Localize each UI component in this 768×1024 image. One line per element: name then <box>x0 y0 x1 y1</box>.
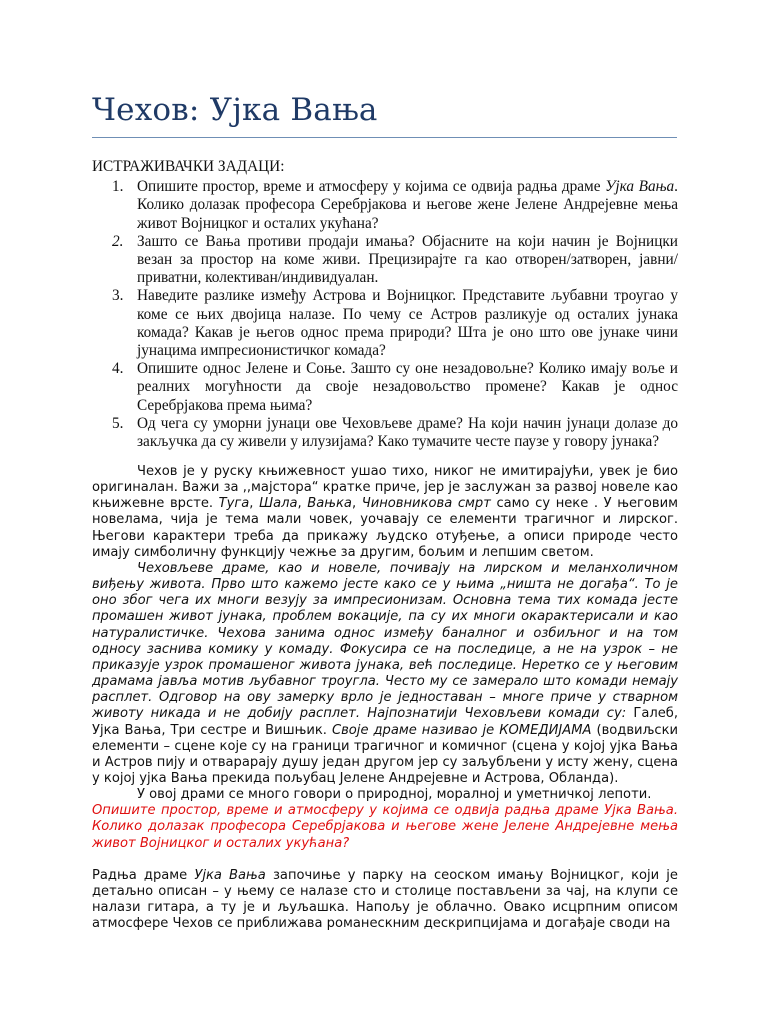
paragraph: У овој драми се много говори о природној, моралној и уметничкој лепоти. <box>137 787 652 803</box>
list-item <box>92 233 678 288</box>
list-item <box>92 178 678 233</box>
list-number: 4. <box>112 360 124 378</box>
task-text: Зашто се Вања противи продаји имања? Објасните на који начин је Војницки везан за простор на коме живи. Прецизирајте га као отворен/затворен, јавни/приватни, колективан/индивидуалан. <box>137 232 678 287</box>
text-run: Своје драме називао је КОМЕДИЈАМА <box>331 722 592 738</box>
text-run: , <box>249 496 260 512</box>
story-title: Вањка <box>307 496 352 512</box>
paragraph <box>92 464 678 561</box>
text-run: започиње у парку на сеоском имању Војницког, који је детаљно описан – у њему се налазе сто и столице постављени за чај, на клупи се налази гитара, а ту је и љуљашка. Напољу је облачно. Овако исцрпним описом атмосфере Чехов се приближава романескним дескрипцијама и догађаје своди на <box>92 867 678 932</box>
paragraph <box>92 868 678 933</box>
body-text <box>92 464 678 932</box>
story-title: Шала <box>259 496 298 512</box>
task-text: Опишите простор, време и атмосферу у којима се одвија радња драме <box>137 178 606 196</box>
paragraph <box>92 561 678 787</box>
list-item <box>92 287 678 360</box>
text-run: Чехов је у руску књижевност ушао тихо, никог не имитирајући, увек је био оригиналан. Важи за ,,мајстора“ кратке приче, јер је заслужан за развој новеле као књижевне врсте. <box>92 464 678 512</box>
list-item <box>92 415 678 451</box>
page-title: Чехов: Ујка Вања <box>92 92 378 128</box>
text-run: Радња драме <box>92 867 195 883</box>
list-number: 3. <box>112 287 124 305</box>
list-item <box>92 360 678 415</box>
research-tasks <box>92 158 678 451</box>
task-text: . Колико долазак професора Серебрјакова и његове жене Јелене Андрејевне мења живот Војницког и осталих укућана? <box>137 178 678 232</box>
task-text: Наведите разлике између Астрова и Војницког. Представите љубавни троугао у коме се њих двојица налазе. По чему се Астров разликује од осталих јунака комада? Какав је његов однос према природи? Шта је оно што ове јунаке чини јунацима импресионистичког комада? <box>137 287 678 360</box>
tasks-heading: ИСТРАЖИВАЧКИ ЗАДАЦИ: <box>92 158 285 175</box>
text-run: само су неке . У његовим новелама, чија је тема мали човек, уочавају се елементи трагичног и лирског. Његови карактери треба да прикажу људско отуђење, а описи природе често имају симболичну функцију чежње за другим, бољим и лепшим светом. <box>92 496 679 560</box>
list-number: 5. <box>112 414 124 432</box>
title-divider <box>92 137 677 138</box>
task-text: Опишите однос Јелене и Соње. Зашто су оне незадовољне? Колико имају воље и реалних могућности да своје незадовољство промене? Какав је однос Серебрјакова према њима? <box>137 360 678 414</box>
text-run: , <box>351 496 362 512</box>
story-title: Чиновникова смрт <box>361 496 491 512</box>
text-run: , <box>297 496 308 512</box>
tasks-list <box>92 178 678 451</box>
task-text: Од чега су уморни јунаци ове Чеховљеве драме? На који начин јунаци долазе до закључка да су живели у илузијама? Како тумачите честе паузе у говору јунака? <box>137 414 678 451</box>
list-number: 1. <box>112 178 124 196</box>
highlighted-question: Опишите простор, време и атмосферу у којима се одвија радња драме Ујка Вања. Колико долазак професора Серебрјакова и његове жене Јелене Андрејевне мења живот Војницког и осталих укућана? <box>92 803 678 851</box>
play-title: Ујка Вања <box>605 178 675 196</box>
play-title: Ујка Вања <box>194 867 266 883</box>
play-titles: Галеб, Ујка Вања, Три сестре и Вишњик. <box>92 706 678 738</box>
story-title: Туга <box>218 496 250 512</box>
text-run: (водвиљски елементи – сцене које су на граници трагичног и комичног (сцена у којој ујка Вања и Астров пију и отварарају душу један другом јер су заљубљени у исту жену, сцена у којој ујка Вања прекида пољубац Јелене Андрејевне и Астрова, Обланда). <box>92 722 679 786</box>
list-number: 2. <box>112 232 124 250</box>
text-run: Чеховљеве драме, као и новеле, почивају на лирском и меланхоличном виђењу живота. Прво што кажемо јесте како се у њима „ништа не догађа“. То је оно због чега их многи везују за импресионизам. Основна тема тих комада јесте промашен живот јунака, проблем вокације, па су их многи окарактерисали и као натуралистичке. Чехова занима однос између баналног и озбиљног и на том односу заснива комику у комаду. Фокусира се на последице, а не на узрок – не приказује узрок промашеног живота јунака, већ последице. Неретко се у његовим драмама јавља мотив љубавног троугла. Често му се замерало што комади немају расплет. Одговор на ову замерку врло је једноставан – многе приче у стварном животу никада и не добију расплет. Најпознатији Чеховљеви комади су: <box>92 560 678 722</box>
